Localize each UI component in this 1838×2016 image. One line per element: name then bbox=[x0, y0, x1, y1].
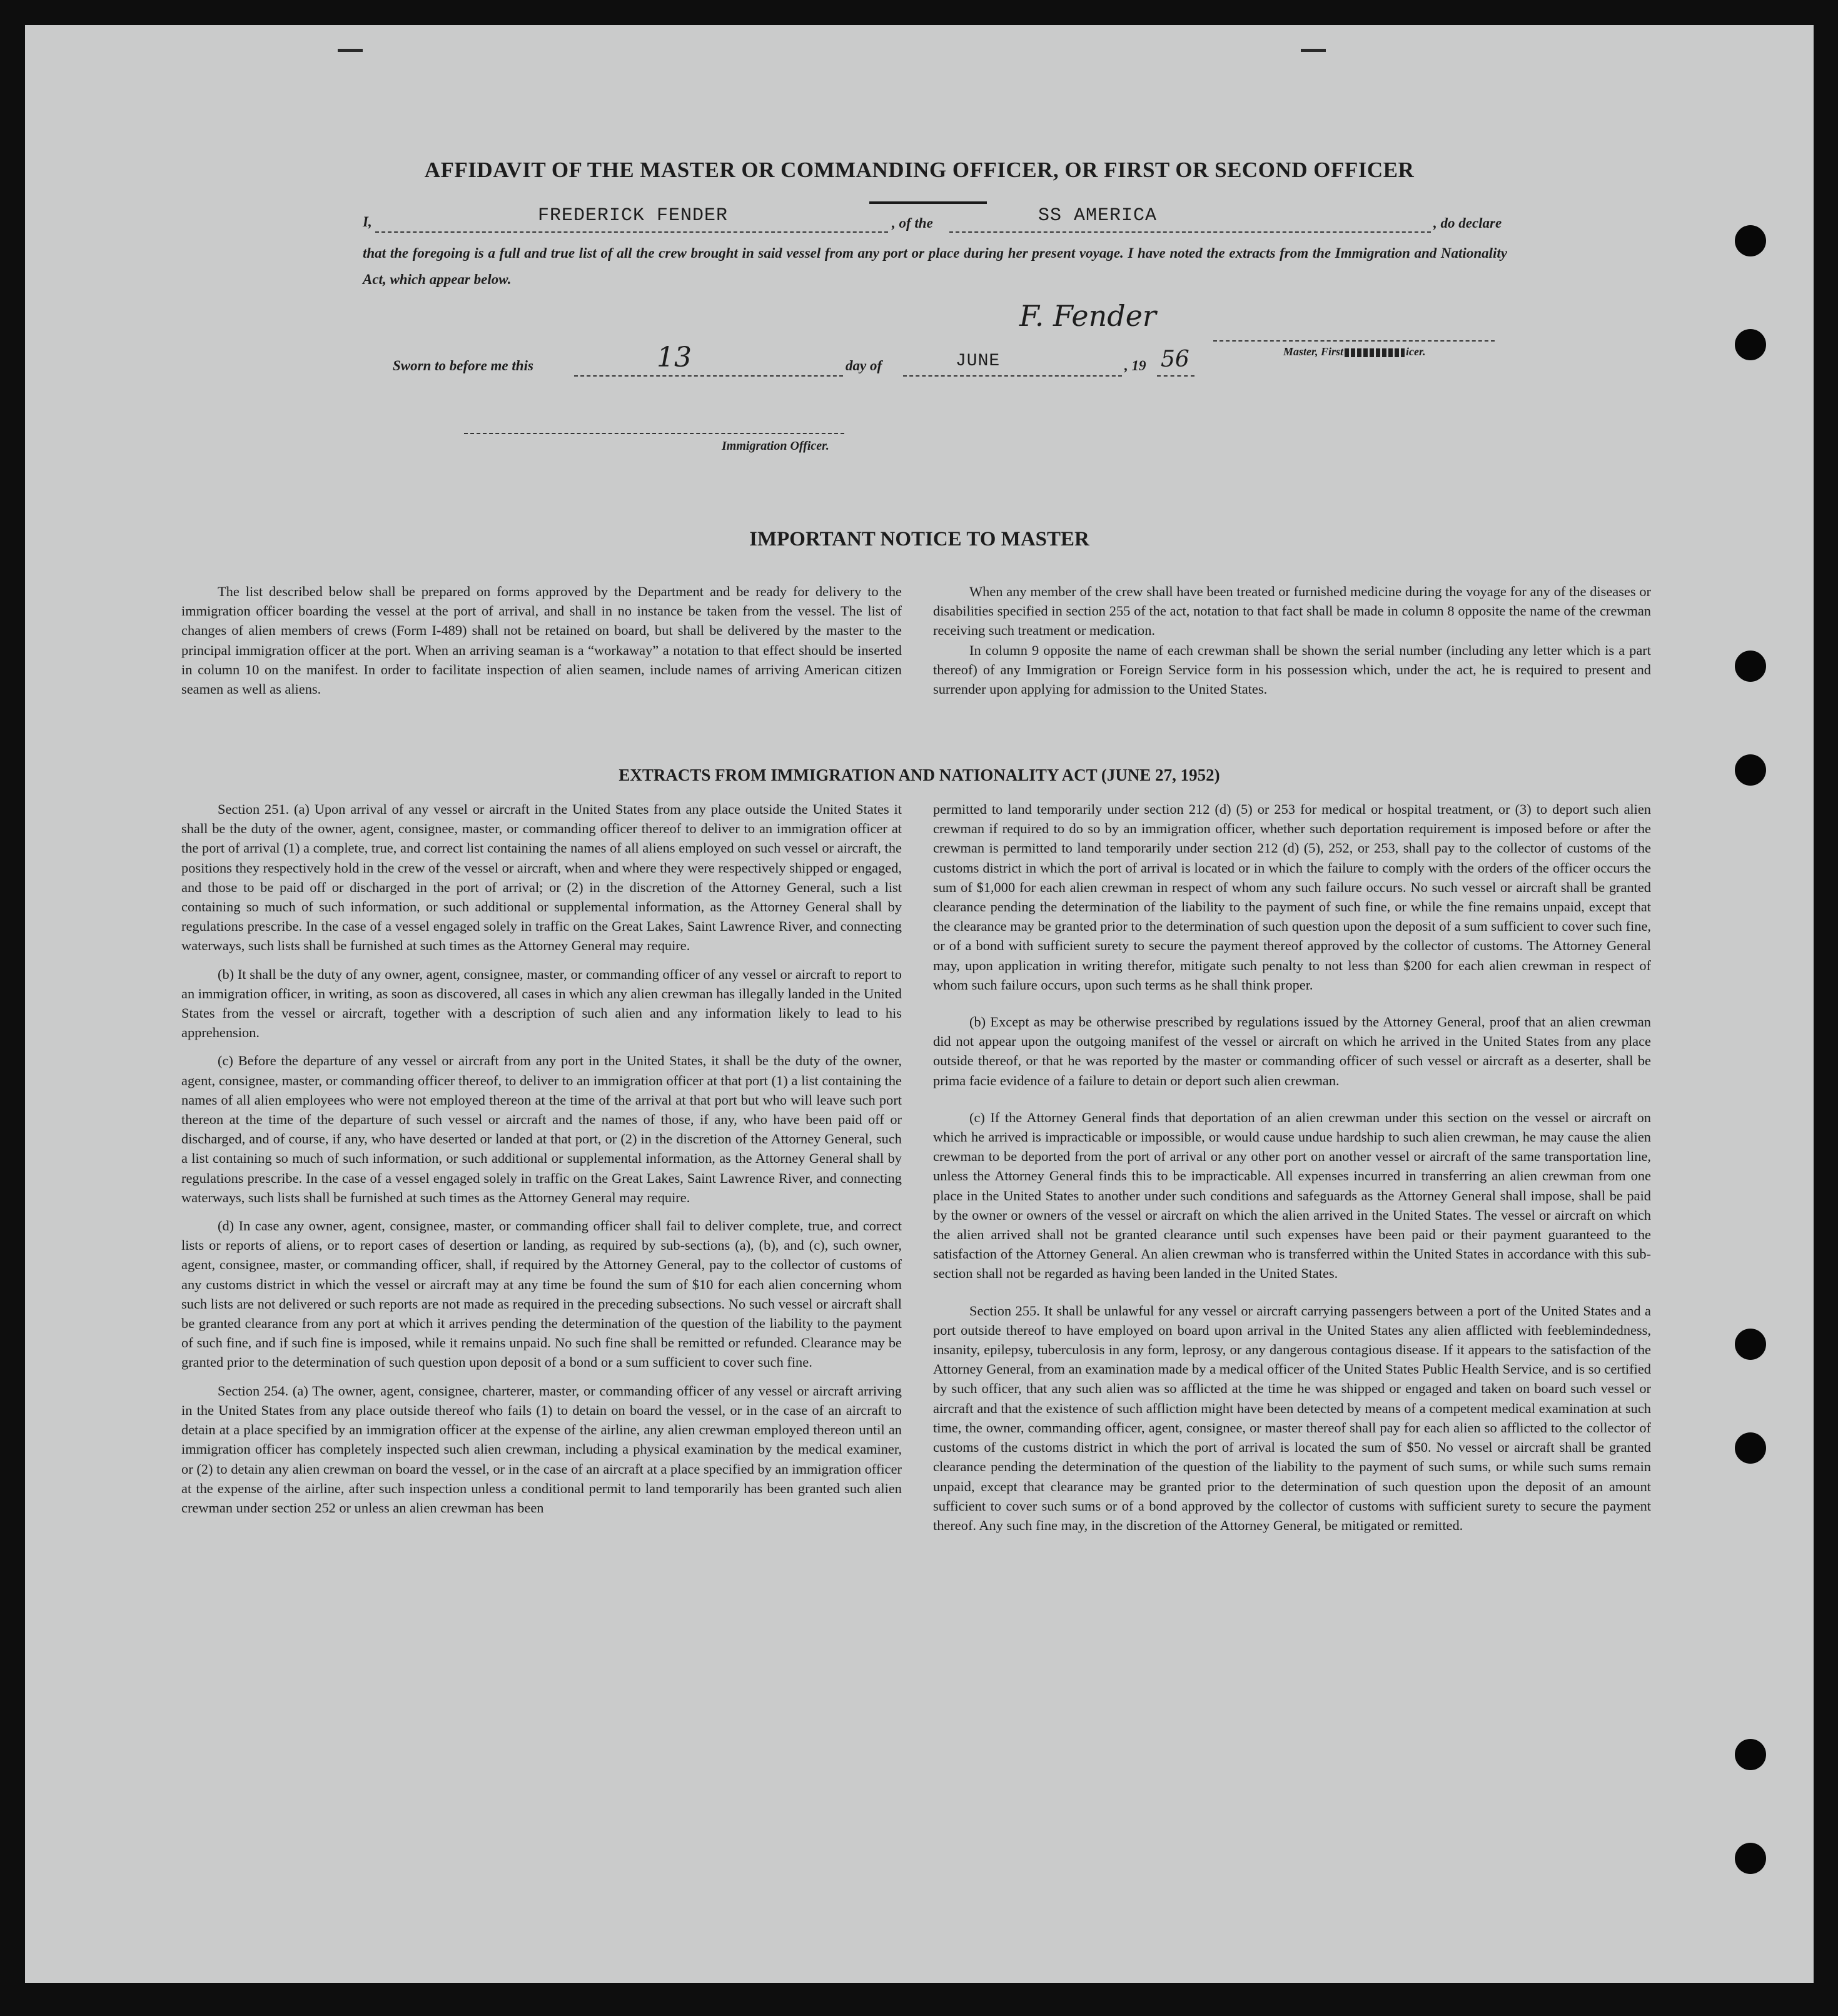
year-prefix: , 19 bbox=[1124, 358, 1146, 373]
binder-hole bbox=[1735, 1843, 1766, 1874]
scan-mark bbox=[338, 49, 363, 52]
binder-hole bbox=[1735, 225, 1766, 256]
master-signature: F. Fender bbox=[1019, 299, 1156, 333]
sworn-year: 56 bbox=[1161, 347, 1189, 372]
notice-paragraph: The list described below shall be prepared on forms approved by the Department and be ready for delivery to the immigration officer boarding the vessel at the port of arrival, and shall in no instance be taken from the vessel. The list of changes of alien members of crews (Form I-489) shall not be retained on board, but shall be delivered by the master to the principal immigration officer at the port. When an arriving seaman is a “workaway” a notation to that effect should be inserted in column 10 on the manifest. In order to facilitate inspection of alien seamen, include names of arriving American citizen seamen as well as aliens. bbox=[181, 584, 902, 697]
sworn-day: 13 bbox=[657, 342, 692, 373]
binder-hole bbox=[1735, 1329, 1766, 1360]
affidavit-title: AFFIDAVIT OF THE MASTER OR COMMANDING OFFICER, OR FIRST OR SECOND OFFICER bbox=[424, 158, 1415, 182]
document-page bbox=[25, 25, 1814, 1983]
of-the-label: , of the bbox=[892, 215, 933, 231]
immigration-officer-line bbox=[464, 433, 844, 434]
notice-paragraph: When any member of the crew shall have been treated or furnished medicine during the voyage for any of the diseases or disabilities specified in section 255 of the act, notation to that fact shall be made in column 8 opposite the name of the crewman receiving such treatment or medication. bbox=[933, 584, 1651, 639]
extract-paragraph: Section 255. It shall be unlawful for any vessel or aircraft carrying passengers between a port of the United States and a port outside thereof to have employed on board upon arrival in the United States any alien afflicted with feeblemindedness, insanity, epilepsy, tuberculosis in any form, leprosy, or any dangerous contagious disease. If it appears to the satisfaction of the Attorney General, from an examination made by a medical officer of the United States Public Health Service, and is so certified by such officer, that any such alien was so afflicted at the time he was shipped or engaged and taken on board such vessel or aircraft and that the existence of such affliction might have been detected by means of a competent medical examination at such time, the owner, commanding officer, agent, consignee, or master thereof shall pay for each alien so afflicted to the collector of customs of the customs district in which the port of arrival is located the sum of $50. No vessel or aircraft shall be granted clearance pending the determination of the question of the liability to the payment of such sums, or while such sums remain unpaid, except that clearance may be granted prior to the determination of such question upon the deposit of an amount sufficient to cover such sums or of a bond approved by the collector of customs with sufficient surety to secure the payment thereof. Any such fine may, in the discretion of the Attorney General, be mitigated or remitted. bbox=[933, 1302, 1651, 1533]
binder-hole bbox=[1735, 329, 1766, 360]
day-blank bbox=[574, 375, 843, 377]
extracts-left-column bbox=[181, 799, 902, 1526]
vessel-name: SS AMERICA bbox=[1038, 205, 1158, 226]
extract-paragraph: (c) If the Attorney General finds that deportation of an alien crewman under this section on the vessel or aircraft on which he arrived is impracticable or impossible, or would cause undue hardship to such alien crewman, he may cause the alien crewman to be deported from the port of arrival or any other port on another vessel or aircraft of the same transportation line, unless the Attorney General finds this to be impracticable. All expenses incurred in transferring an alien crewman from one place in the United States to another under such conditions and safeguards as the Attorney General shall impose, shall be paid by the owner or owners of the vessel or aircraft on which the alien arrived in the United States. The vessel or aircraft on which the alien arrived shall not be granted clearance until such expenses have been paid or their payment guaranteed to the satisfaction of the Attorney General. An alien crewman who is transferred within the United States in accordance with this sub-section shall not be regarded as having been landed in the United States. bbox=[933, 1109, 1651, 1282]
extract-paragraph: Section 251. (a) Upon arrival of any vessel or aircraft in the United States from any place outside the United States it shall be the duty of the owner, agent, consignee, master, or commanding officer thereof to deliver to an immigration officer at the port of arrival (1) a complete, true, and correct list containing the names of all aliens employed on such vessel or aircraft, the positions they respectively hold in the crew of the vessel or aircraft, when and where they were respectively shipped or engaged, and those to be paid off or discharged in the port of arrival; or (2) in the discretion of the Attorney General, such a list containing so much of such information, or such additional or supplemental information, as the Attorney General shall by regulations prescribe. In the case of a vessel engaged solely in traffic on the Great Lakes, Saint Lawrence River, and connecting waterways, such lists shall be furnished at such times as the Attorney General may require. bbox=[181, 801, 902, 954]
binder-hole bbox=[1735, 1432, 1766, 1464]
notice-title: IMPORTANT NOTICE TO MASTER bbox=[749, 528, 1089, 550]
title-rule bbox=[869, 201, 987, 204]
declaration-text: that the foregoing is a full and true list of all the crew brought in said vessel from any port or place during her present voyage. I have noted the extracts from the Immigration and Nationality Act, which appear below. bbox=[363, 245, 1507, 287]
extract-paragraph: (b) It shall be the duty of any owner, agent, consignee, master, or commanding officer of any vessel or aircraft to report to an immigration officer, in writing, as soon as discovered, all cases in which any alien crewman has illegally landed in the United States from the vessel or aircraft, together with a description of such alien and any information likely to lead to his apprehension. bbox=[181, 966, 902, 1041]
sworn-label: Sworn to before me this bbox=[393, 358, 533, 373]
extract-paragraph: (d) In case any owner, agent, consignee, master, or commanding officer shall fail to deliver complete, true, and correct lists or reports of aliens, or to report cases of desertion or landing, as required by sub-sections (a), (b), and (c), such owner, agent, consignee, master, or commanding officer, shall, if required by the Attorney General, pay to the collector of customs of any customs district in which the vessel or aircraft may at any time be found the sum of $10 for each alien concerning whom such lists are not delivered or such reports are not made as required in the preceding subsections. No such vessel or aircraft shall be granted clearance from any port at which it arrives pending the determination of the question of the liability to the payment of such fine, and if such fine is imposed, while it remains unpaid. No such fine shall be remitted or refunded. Clearance may be granted prior to the determination of such question upon deposit of a bond or a sum sufficient to cover such fine. bbox=[181, 1218, 902, 1370]
notice-paragraph: In column 9 opposite the name of each crewman shall be shown the serial number (including any letter which is a part thereof) of any Immigration or Foreign Service form in his possession which, under the act, he is required to present and surrender upon applying for admission to the United States. bbox=[933, 642, 1651, 697]
vessel-blank bbox=[949, 231, 1431, 233]
extracts-title: EXTRACTS FROM IMMIGRATION AND NATIONALITY ACT (JUNE 27, 1952) bbox=[619, 766, 1220, 784]
extract-paragraph: (c) Before the departure of any vessel or aircraft from any port in the United States, it shall be the duty of the owner, agent, consignee, master, or commanding officer thereof, to deliver to an immigration officer at that port (1) a list containing the names of all alien employees who were not employed thereon at the time of the arrival at that port but who will leave such port thereon at the time of the departure of such vessel or aircraft and the names of those, if any, who have been paid off or discharged, and of course, if any, who have deserted or landed at that port, or (2) in the discretion of the Attorney General, such a list containing so much of such information, or such additional or supplemental information, as the Attorney General shall by regulations prescribe. In the case of a vessel engaged solely in traffic on the Great Lakes, Saint Lawrence River, and connecting waterways, such lists shall be furnished at such times as the Attorney General may require. bbox=[181, 1053, 902, 1205]
year-blank bbox=[1157, 375, 1194, 377]
do-declare-label: , do declare bbox=[1433, 215, 1502, 231]
extract-paragraph: permitted to land temporarily under section 212 (d) (5) or 253 for medical or hospital treatment, or (3) to deport such alien crewman if required to do so by an immigration officer, whether such deportation requirement is imposed before or after the crewman is permitted to land temporarily under section 212 (d) (5), 252, or 253, shall pay to the collector of customs of the customs district in which the port of arrival is located or in which the failure to comply with the orders of the officer occurs the sum of $1,000 for each alien crewman in respect of whom any such failure occurs. No such vessel or aircraft shall be granted clearance pending the determination of the liability to the payment of such fine, or while the fine remains unpaid, except that the clearance may be granted prior to the determination of such question upon the deposit of a sum sufficient to cover such fine, or of a bond with sufficient surety to secure the payment thereof approved by the collector of customs. The Attorney General may, upon application in writing therefor, mitigate such penalty to not less than $200 for each alien crewman in respect of whom such failure occurs, upon such terms as he shall think proper. bbox=[933, 801, 1651, 993]
signature-caption bbox=[1283, 345, 1426, 358]
strikeout-mark bbox=[1345, 348, 1405, 357]
binder-hole bbox=[1735, 1739, 1766, 1770]
immigration-officer-label: Immigration Officer. bbox=[722, 439, 829, 453]
scan-mark bbox=[1301, 49, 1326, 52]
signature-caption-start: Master, First bbox=[1283, 345, 1344, 358]
month-blank bbox=[903, 375, 1122, 377]
signature-caption-end: icer. bbox=[1406, 345, 1426, 358]
i-label: I, bbox=[363, 214, 372, 230]
sworn-month: JUNE bbox=[956, 352, 1001, 371]
name-blank bbox=[375, 231, 888, 233]
notice-right-column bbox=[933, 582, 1651, 707]
signature-line bbox=[1213, 340, 1495, 342]
master-name: FREDERICK FENDER bbox=[538, 205, 729, 226]
binder-hole bbox=[1735, 651, 1766, 682]
day-of-label: day of bbox=[846, 358, 882, 373]
extract-paragraph: Section 254. (a) The owner, agent, consignee, charterer, master, or commanding officer of any vessel or aircraft arriving in the United States from any place outside thereof who fails (1) to detain on board the vessel, or in the case of an aircraft to detain at a place specified by an immigration officer at the expense of the airline, any alien crewman employed thereon until an immigration officer has completely inspected such alien crewman, including a physical examination by the medical examiner, or (2) to detain any alien crewman on board the vessel, or in the case of an aircraft at a place specified by an immigration officer at the expense of the airline, after such inspection unless a conditional permit to land temporarily has been granted such alien crewman under section 252 or unless an alien crewman has been bbox=[181, 1382, 902, 1516]
notice-left-column bbox=[181, 582, 902, 707]
extract-paragraph: (b) Except as may be otherwise prescribed by regulations issued by the Attorney General, proof that an alien crewman did not appear upon the outgoing manifest of the vessel or aircraft on which he arrived in the United States from any place outside thereof, or that he was reported by the master or commanding officer of such vessel or aircraft as a deserter, shall be prima facie evidence of a failure to detain or deport such alien crewman. bbox=[933, 1014, 1651, 1088]
extracts-right-column bbox=[933, 799, 1651, 1544]
